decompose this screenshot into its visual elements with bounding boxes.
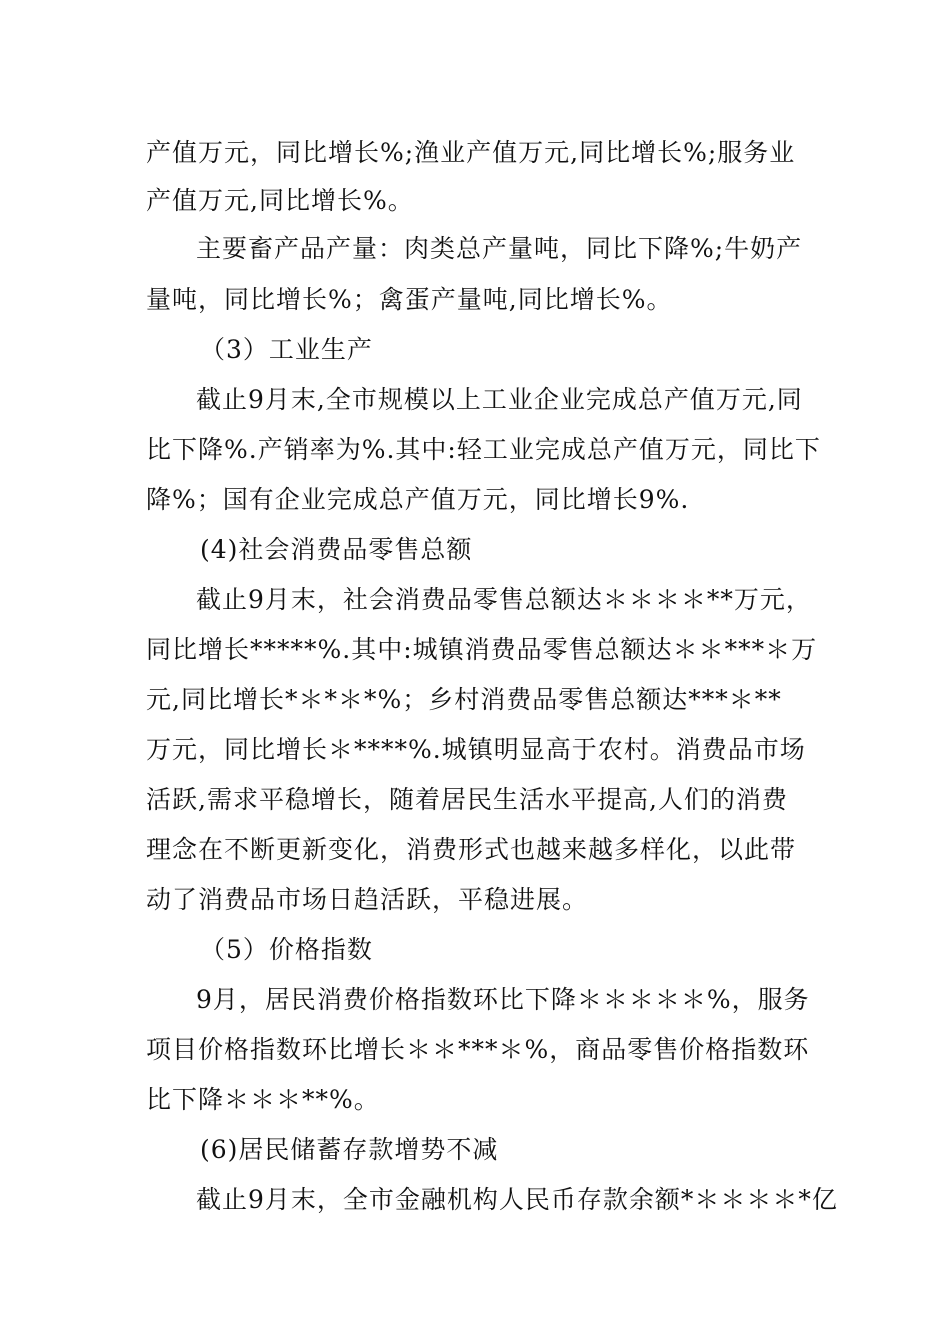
text-line-19: 项目价格指数环比增长＊＊***＊%，商品零售价格指数环 [146,1035,810,1064]
text-line-8: 降%；国有企业完成总产值万元，同比增长9%. [146,485,690,514]
section-heading-industry: （3）工业生产 [200,335,373,364]
text-line-3: 主要畜产品产量：肉类总产量吨，同比下降%;牛奶产 [196,234,803,263]
text-line-14: 活跃,需求平稳增长，随着居民生活水平提高,人们的消费 [146,785,788,814]
section-heading-retail: (4)社会消费品零售总额 [200,535,473,564]
section-heading-savings: (6)居民储蓄存款增势不减 [200,1135,499,1164]
text-line-6: 截止9月末,全市规模以上工业企业完成总产值万元,同 [196,385,803,414]
text-line-10: 截止9月末，社会消费品零售总额达＊＊＊＊**万元， [196,585,812,614]
text-line-15: 理念在不断更新变化，消费形式也越来越多样化，以此带 [146,835,797,864]
text-line-22: 截止9月末，全市金融机构人民币存款余额*＊＊＊＊*亿 [196,1185,838,1214]
text-line-13: 万元，同比增长＊****%.城镇明显高于农村。消费品市场 [146,735,806,764]
text-line-16: 动了消费品市场日趋活跃，平稳进展。 [146,885,589,914]
text-line-18: 9月，居民消费价格指数环比下降＊＊＊＊＊%，服务 [196,985,810,1014]
text-line-2: 产值万元,同比增长%。 [146,186,414,215]
section-heading-price-index: （5）价格指数 [200,935,373,964]
text-line-11: 同比增长*****%.其中:城镇消费品零售总额达＊＊***＊万 [146,635,818,664]
text-line-20: 比下降＊＊＊**%。 [146,1085,380,1114]
text-line-7: 比下降%.产销率为%.其中:轻工业完成总产值万元，同比下 [146,435,821,464]
text-line-4: 量吨，同比增长%；禽蛋产量吨,同比增长%。 [146,285,673,314]
text-line-1: 产值万元，同比增长%;渔业产值万元,同比增长%;服务业 [146,138,796,167]
text-line-12: 元,同比增长*＊*＊*%；乡村消费品零售总额达***＊** [146,685,782,714]
